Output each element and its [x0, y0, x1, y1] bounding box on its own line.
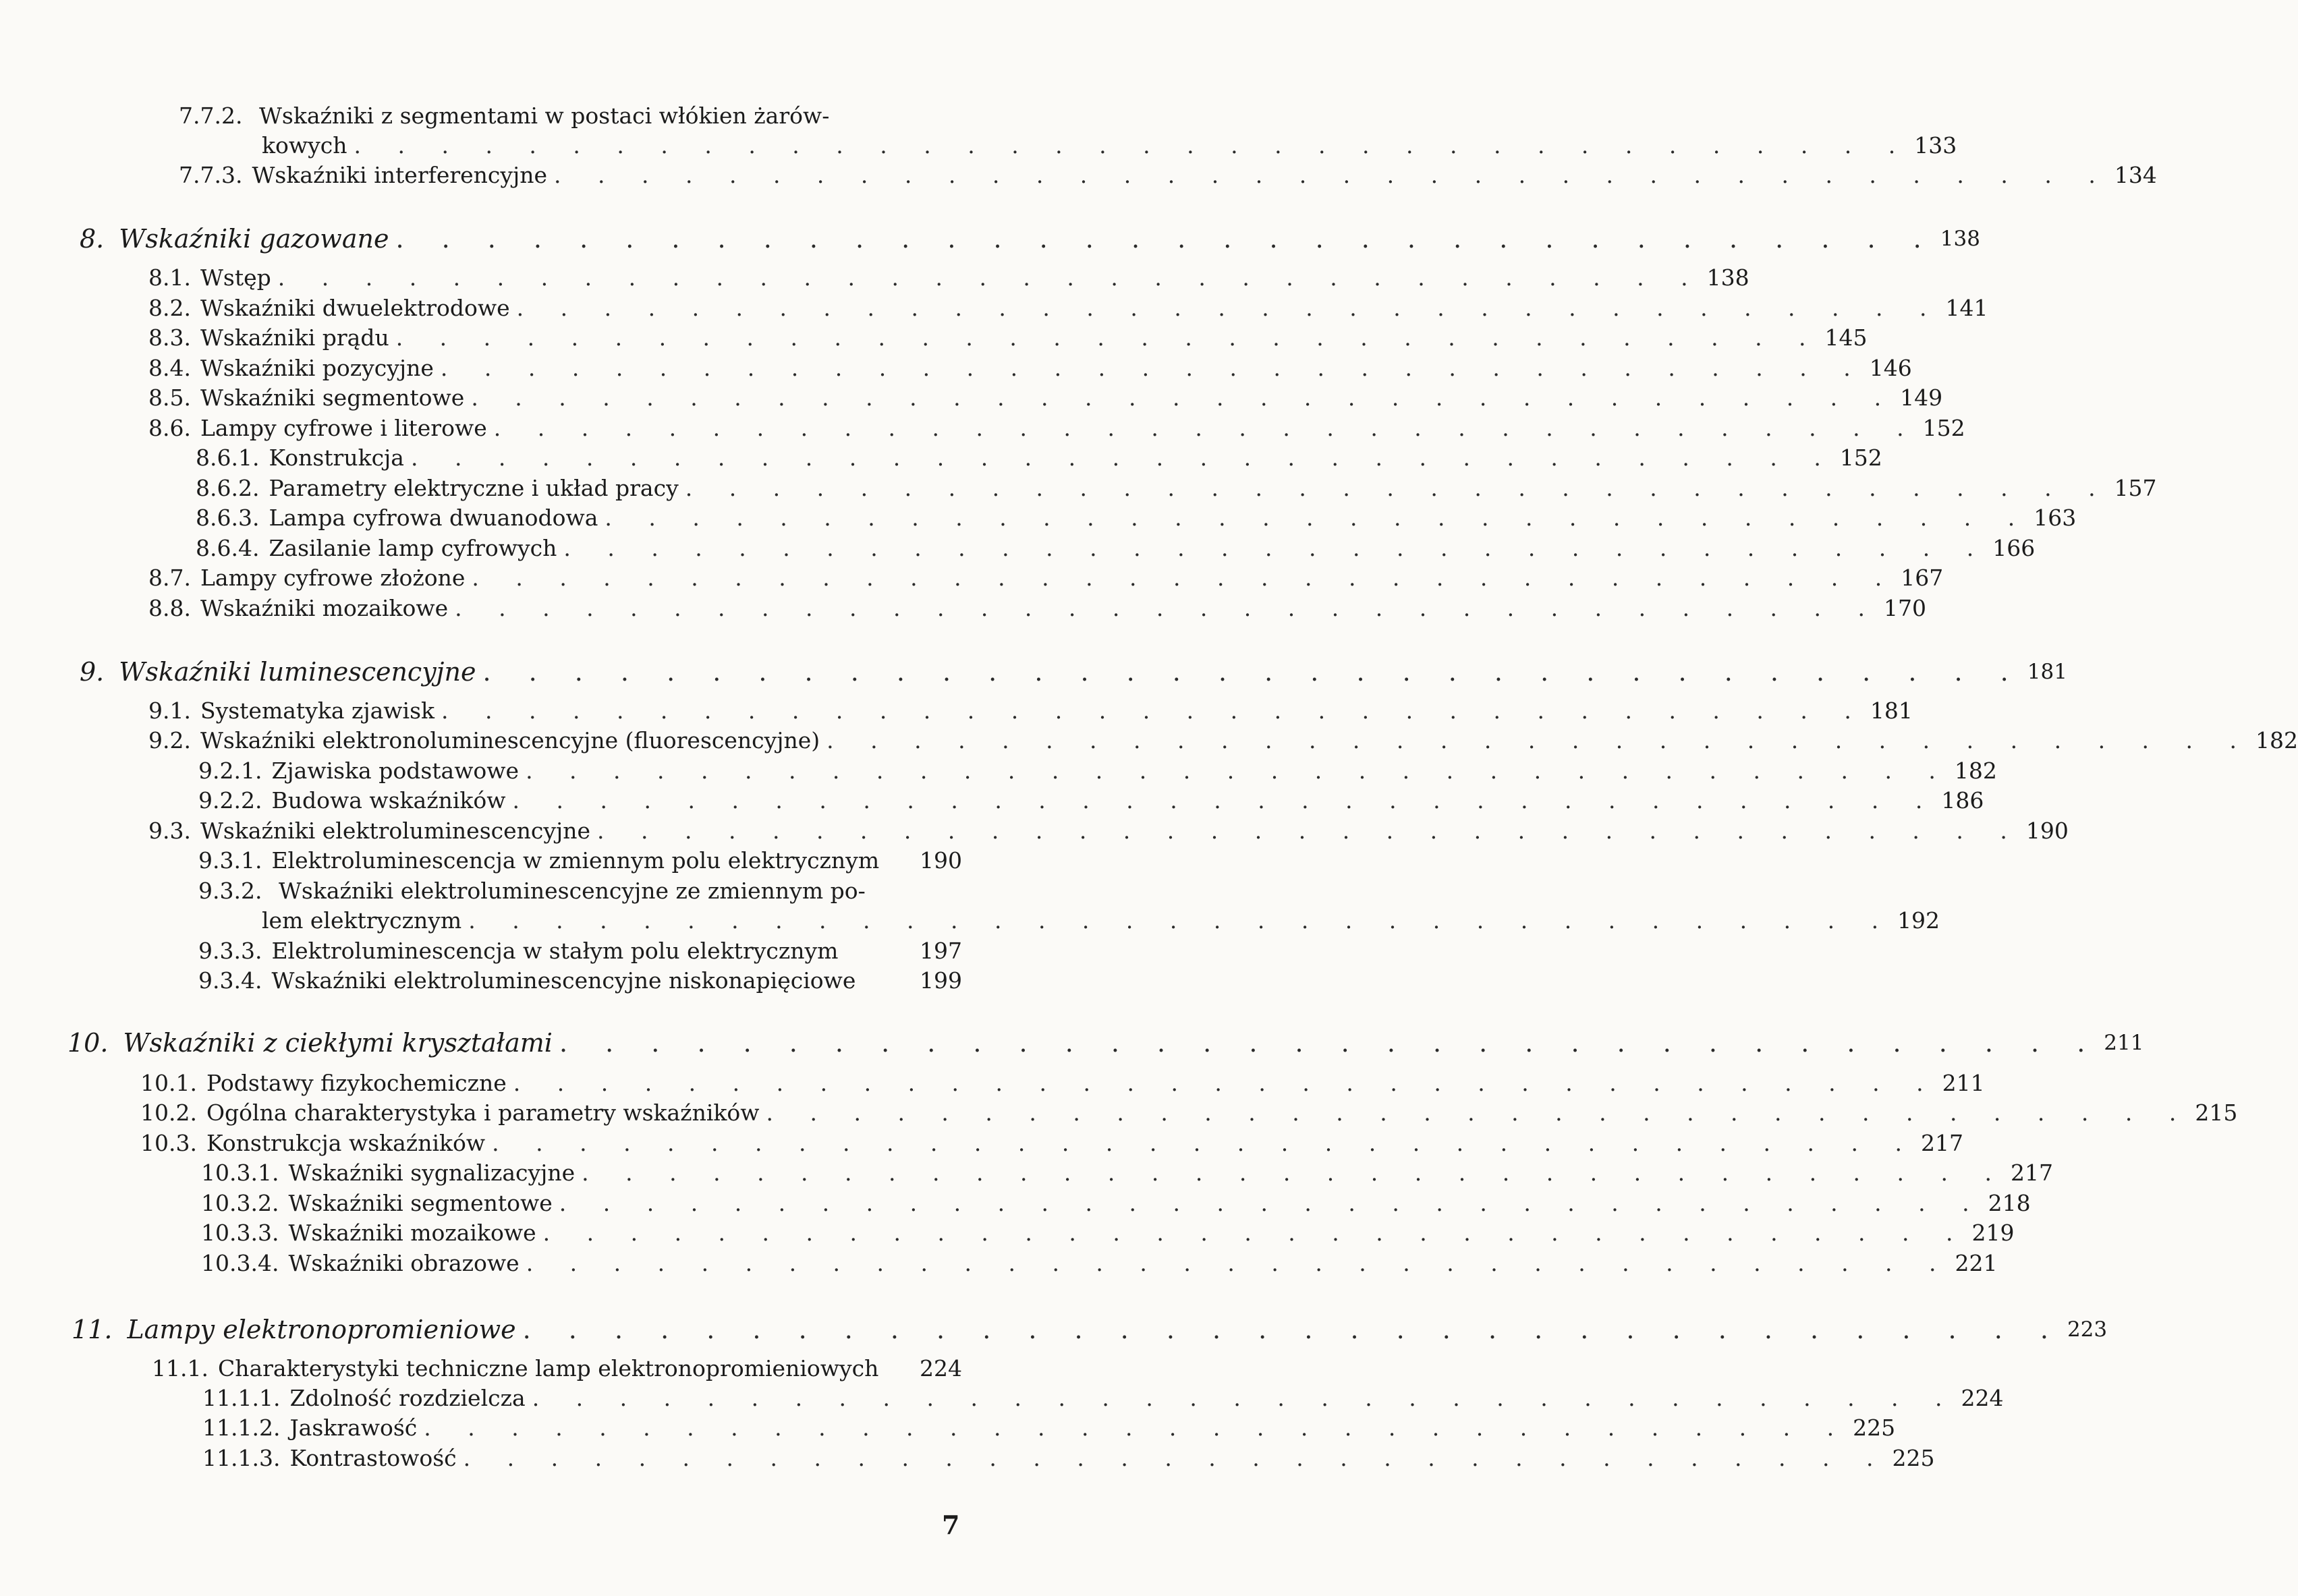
- dot-leader: . . . . . . . . . . . . . . . . . . . . . . . . . . . . . . . . .: [493, 415, 1919, 441]
- toc-entry: [140, 1129, 1963, 1158]
- toc-title: Wskaźniki elektroluminescencyjne niskonapięciowe: [271, 967, 856, 994]
- toc-num: 11.1.2.: [202, 1415, 281, 1441]
- toc-title: Wskaźniki interferencyjne: [252, 162, 548, 188]
- chapter-page-number: 181: [2027, 660, 2067, 684]
- dot-leader: . . . . . . . . . . . . . . . . . . . . . . . . . . . . . . . . . . . .: [554, 162, 2110, 188]
- dot-leader: . . . . . . . . . . . . . . . . . . . . . . . . . . . . . . . . .: [542, 1220, 1968, 1246]
- toc-entry: [201, 1158, 2053, 1188]
- toc-page-number: 192: [1897, 907, 1940, 934]
- toc-entry: [198, 756, 1997, 786]
- toc-title: Wskaźniki mozaikowe: [200, 595, 449, 621]
- dot-leader: . . . . . . . . . . . . . . . . . . . . . . . . . . . . . . . . .: [582, 1160, 2007, 1186]
- toc-title: Lampy cyfrowe i literowe: [200, 415, 487, 441]
- toc-num: 8.6.2.: [196, 475, 260, 501]
- toc-title: Podstawy fizykochemiczne: [206, 1070, 507, 1096]
- toc-page-number: 167: [1901, 565, 1944, 591]
- dot-leader: . . . . . . . . . . . . . . . . . . . . . . . . . . . . . . . . .: [441, 697, 1866, 724]
- toc-entry: [152, 1354, 962, 1384]
- toc-page-number: 197: [920, 938, 962, 964]
- toc-entry-9-3-2: [198, 876, 866, 906]
- toc-num: 9.2.: [148, 727, 191, 753]
- toc-num: 8.4.: [148, 355, 191, 381]
- toc-page-number: 157: [2114, 475, 2157, 501]
- toc-title: Zjawiska podstawowe: [271, 758, 520, 784]
- toc-page-number: 133: [1914, 132, 1957, 159]
- dot-leader: . . . . . . . . . . . . . . . . . . . . . . . . . . . . . . . . .: [605, 505, 2030, 531]
- toc-title: Wskaźniki obrazowe: [288, 1250, 520, 1276]
- toc-title: Wskaźniki sygnalizacyjne: [288, 1160, 576, 1186]
- dot-leader: . . . . . . . . . . . . . . . . . . . . . . . . . . . . . . . . . .: [395, 224, 1936, 254]
- toc-title: Wskaźniki dwuelektrodowe: [200, 295, 510, 321]
- dot-leader: . . . . . . . . . . . . . . . . . . . . . . . . . . . . . . . . .: [563, 535, 1989, 561]
- dot-leader: . . . . . . . . . . . . . . . . . . . . . . . . . . . . . . . . .: [472, 565, 1897, 591]
- toc-page-number: 190: [920, 847, 962, 874]
- toc-title: Wskaźniki prądu: [200, 324, 389, 351]
- toc-page-number: 163: [2034, 505, 2077, 531]
- chapter-page-number: 211: [2104, 1031, 2144, 1055]
- toc-num: 10.3.2.: [201, 1190, 279, 1216]
- toc-entry: [201, 1189, 2031, 1218]
- toc-entry: [148, 353, 1912, 383]
- toc-num: 8.5.: [148, 384, 191, 411]
- toc-num: 11.1.1.: [202, 1385, 281, 1411]
- page-number: 7: [942, 1510, 960, 1540]
- toc-page-number: 152: [1922, 415, 1965, 441]
- toc-num: 9.3.4.: [198, 967, 262, 994]
- toc-page-number: 221: [1955, 1250, 1998, 1276]
- chapter-title: Lampy elektronopromieniowe: [127, 1315, 516, 1344]
- toc-page-number: 199: [920, 967, 962, 994]
- toc-page-number: 219: [1971, 1220, 2015, 1246]
- toc-page-number: 145: [1824, 324, 1868, 351]
- toc-title: Lampa cyfrowa dwuanodowa: [269, 505, 598, 531]
- toc-entry: [201, 1218, 2015, 1248]
- toc-page-number: 186: [1941, 787, 1984, 814]
- toc-title: Wskaźniki elektronoluminescencyjne (fluorescencyjne): [200, 727, 820, 753]
- dot-leader: . . . . . . . . . . . . . . . . . . . . . . . . . . . . . . . . . .: [482, 657, 2023, 687]
- toc-num: 7.7.3.: [179, 162, 243, 188]
- chapter-num: 8.: [80, 224, 105, 254]
- dot-leader: . . . . . . . . . . . . . . . . . . . . . . . . . . . . . . . . .: [463, 1445, 1888, 1471]
- toc-num: 8.6.1.: [196, 445, 260, 471]
- toc-entry: [196, 443, 1882, 473]
- dot-leader: . . . . . . . . . . . . . . . . . . . . . . . . . . . . . . . . .: [685, 475, 2110, 501]
- dot-leader: . . . . . . . . . . . . . . . . . . . . . . . . . . . . . . . . .: [559, 1190, 1984, 1216]
- toc-num: 9.3.: [148, 818, 191, 844]
- dot-leader: . . . . . . . . . . . . . . . . . . . . . . . . . . . . . . . . .: [395, 324, 1821, 351]
- toc-num: 10.3.4.: [201, 1250, 279, 1276]
- toc-num: 9.3.2.: [198, 878, 262, 904]
- toc-page-number: 152: [1839, 445, 1882, 471]
- toc-num: 10.3.: [140, 1130, 197, 1156]
- toc-num: 8.2.: [148, 295, 191, 321]
- toc-entry: [140, 1068, 1985, 1098]
- toc-page-number: 138: [1706, 264, 1749, 291]
- toc-title: Wskaźniki elektroluminescencyjne: [200, 818, 591, 844]
- toc-title: Ogólna charakterystyka i parametry wskaźników: [206, 1100, 760, 1126]
- toc-title: Lampy cyfrowe złożone: [200, 565, 466, 591]
- toc-title: Elektroluminescencja w stałym polu elektrycznym: [271, 938, 839, 964]
- dot-leader: . . . . . . . . . . . . . . . . . . . . . . . . . . . . . . . . .: [492, 1130, 1917, 1156]
- toc-title: kowych: [262, 132, 347, 159]
- toc-page-number: 211: [1942, 1070, 1985, 1096]
- toc-page-number: 134: [2114, 162, 2157, 188]
- dot-leader: . . . . . . . . . . . . . . . . . . . . . . . . . . . . . . . . .: [410, 445, 1836, 471]
- toc-title: Wstęp: [200, 264, 271, 291]
- toc-page-number: 182: [1954, 758, 1997, 784]
- toc-page-number: 182: [2255, 727, 2298, 753]
- toc-title: Kontrastowość: [289, 1445, 457, 1471]
- toc-entry: [196, 534, 2036, 563]
- toc-entry: [148, 816, 2069, 846]
- toc-num: 10.3.3.: [201, 1220, 279, 1246]
- toc-page-number: 181: [1870, 697, 1913, 724]
- toc-title: Wskaźniki segmentowe: [288, 1190, 553, 1216]
- toc-page-number: 225: [1892, 1445, 1935, 1471]
- toc-page-number: 224: [920, 1355, 962, 1381]
- dot-leader: . . . . . . . . . . . . . . . . . . . . . . . . . . . . . . . . . . . .: [354, 132, 1911, 159]
- toc-title: Zasilanie lamp cyfrowych: [269, 535, 557, 561]
- toc-title: Systematyka zjawisk: [200, 697, 435, 724]
- toc-entry: [198, 786, 1984, 816]
- toc-num: 10.1.: [140, 1070, 197, 1096]
- dot-leader: . . . . . . . . . . . . . . . . . . . . . . . . . . . . . . . . .: [277, 264, 1703, 291]
- toc-entry: [198, 936, 962, 966]
- toc-title: Wskaźniki elektroluminescencyjne ze zmiennym po-: [278, 878, 866, 904]
- toc-num: 8.1.: [148, 264, 191, 291]
- toc-entry: [196, 503, 2077, 533]
- dot-leader: . . . . . . . . . . . . . . . . . . . . . . . . . . . . . . . . .: [455, 595, 1880, 621]
- dot-leader: . . . . . . . . . . . . . . . . . . . . . . . . . . . . . . . . .: [512, 787, 1938, 814]
- toc-page-number: 190: [2025, 818, 2069, 844]
- toc-num: 8.7.: [148, 565, 191, 591]
- toc-entry-9-3-2-cont: [262, 906, 1940, 936]
- toc-title: Zdolność rozdzielcza: [289, 1385, 526, 1411]
- toc-entry: [148, 263, 1749, 293]
- toc-num: 9.2.2.: [198, 787, 262, 814]
- toc-num: 10.2.: [140, 1100, 197, 1126]
- toc-page-number: 224: [1961, 1385, 2004, 1411]
- toc-page-number: 141: [1945, 295, 1988, 321]
- dot-leader: . . . . . . . . . . . . . . . . . . . . . . . . . . . . . . . . .: [597, 818, 2022, 844]
- toc-title: Budowa wskaźników: [271, 787, 506, 814]
- toc-page-number: 217: [1920, 1130, 1963, 1156]
- toc-num: 7.7.2.: [179, 103, 243, 129]
- toc-page-number: 146: [1869, 355, 1912, 381]
- dot-leader: . . . . . . . . . . . . . . . . . . . . . . . . . . . . . . . . .: [424, 1415, 1849, 1441]
- toc-chapter-8: [80, 223, 1980, 255]
- toc-title: Elektroluminescencja w zmiennym polu elektrycznym: [271, 847, 880, 874]
- toc-title: Parametry elektryczne i układ pracy: [269, 475, 679, 501]
- toc-title: Jaskrawość: [289, 1415, 418, 1441]
- toc-page-number: 218: [1988, 1190, 2031, 1216]
- toc-num: 8.6.3.: [196, 505, 260, 531]
- toc-title: Konstrukcja wskaźników: [206, 1130, 486, 1156]
- dot-leader: . . . . . . . . . . . . . . . . . . . . . . . . . . . . . . . . .: [526, 1250, 1951, 1276]
- toc-entry: [198, 966, 962, 996]
- toc-title: Wskaźniki pozycyjne: [200, 355, 434, 381]
- toc-title: Wskaźniki mozaikowe: [288, 1220, 536, 1246]
- dot-leader: . . . . . . . . . . . . . . . . . . . . . . . . . . . . . . . . . .: [522, 1315, 2063, 1344]
- toc-num: 11.1.: [152, 1355, 208, 1381]
- chapter-num: 9.: [80, 657, 105, 687]
- toc-entry: [196, 474, 2157, 503]
- toc-entry: [148, 293, 1988, 323]
- chapter-title: Wskaźniki luminescencyjne: [119, 657, 476, 687]
- toc-num: 9.3.1.: [198, 847, 262, 874]
- chapter-num: 10.: [67, 1028, 109, 1058]
- toc-num: 10.3.1.: [201, 1160, 279, 1186]
- toc-entry: [148, 383, 1943, 413]
- toc-num: 8.6.: [148, 415, 191, 441]
- toc-entry-7-7-3: [179, 161, 2157, 190]
- chapter-title: Wskaźniki gazowane: [119, 224, 389, 254]
- dot-leader: . . . . . . . . . . . . . . . . . . . . . . . . . . . . . . . . .: [516, 295, 1942, 321]
- toc-num: 8.3.: [148, 324, 191, 351]
- toc-entry: [148, 323, 1868, 353]
- toc-entry: [202, 1444, 1935, 1473]
- toc-entry: [148, 594, 1927, 623]
- toc-title: Charakterystyki techniczne lamp elektronopromieniowych: [217, 1355, 879, 1381]
- dot-leader: . . . . . . . . . . . . . . . . . . . . . . . . . . . . . . . . .: [766, 1100, 2191, 1126]
- toc-page-number: 170: [1884, 595, 1927, 621]
- dot-leader: . . . . . . . . . . . . . . . . . . . . . . . . . . . . . . . . . .: [559, 1028, 2100, 1058]
- toc-entry-7-7-2: [179, 101, 829, 131]
- toc-entry: [202, 1413, 1896, 1443]
- toc-entry: [148, 696, 1913, 726]
- toc-entry: [148, 726, 2298, 756]
- toc-num: 8.8.: [148, 595, 191, 621]
- toc-entry: [198, 846, 962, 876]
- toc-page-number: 217: [2011, 1160, 2053, 1186]
- toc-page-number: 225: [1853, 1415, 1896, 1441]
- toc-entry: [148, 414, 1965, 443]
- toc-num: 8.6.4.: [196, 535, 260, 561]
- chapter-page-number: 138: [1940, 227, 1980, 251]
- toc-entry: [140, 1098, 2238, 1128]
- toc-entry: [148, 563, 1944, 593]
- dot-leader: . . . . . . . . . . . . . . . . . . . . . . . . . . . . . . . . .: [826, 727, 2252, 753]
- dot-leader: . . . . . . . . . . . . . . . . . . . . . . . . . . . . . . . . .: [526, 758, 1951, 784]
- toc-title: Konstrukcja: [269, 445, 404, 471]
- dot-leader: . . . . . . . . . . . . . . . . . . . . . . . . . . . . . . . . .: [440, 355, 1866, 381]
- toc-entry-7-7-2-cont: [262, 131, 1957, 161]
- dot-leader: . . . . . . . . . . . . . . . . . . . . . . . . . . . . . . . . .: [471, 384, 1897, 411]
- toc-num: 9.2.1.: [198, 758, 262, 784]
- toc-entry: [201, 1249, 1998, 1278]
- chapter-page-number: 223: [2067, 1317, 2108, 1342]
- toc-chapter-9: [80, 656, 2067, 688]
- toc-page-number: 149: [1900, 384, 1943, 411]
- toc-page-number: 215: [2195, 1100, 2238, 1126]
- toc-entry: [202, 1384, 2004, 1413]
- toc-num: 9.1.: [148, 697, 191, 724]
- dot-leader: . . . . . . . . . . . . . . . . . . . . . . . . . . . . . . . . .: [532, 1385, 1957, 1411]
- toc-page-number: 166: [1992, 535, 2036, 561]
- dot-leader: . . . . . . . . . . . . . . . . . . . . . . . . . . . . . . . . .: [468, 907, 1894, 934]
- chapter-num: 11.: [72, 1315, 113, 1344]
- toc-num: 11.1.3.: [202, 1445, 281, 1471]
- chapter-title: Wskaźniki z ciekłymi kryształami: [123, 1028, 553, 1058]
- toc-title: Wskaźniki z segmentami w postaci włókien żarów-: [258, 103, 830, 129]
- toc-title: Wskaźniki segmentowe: [200, 384, 465, 411]
- toc-chapter-11: [72, 1313, 2108, 1346]
- dot-leader: . . . . . . . . . . . . . . . . . . . . . . . . . . . . . . . . .: [513, 1070, 1938, 1096]
- toc-chapter-10: [67, 1027, 2144, 1059]
- toc-title: lem elektrycznym: [262, 907, 462, 934]
- toc-num: 9.3.3.: [198, 938, 262, 964]
